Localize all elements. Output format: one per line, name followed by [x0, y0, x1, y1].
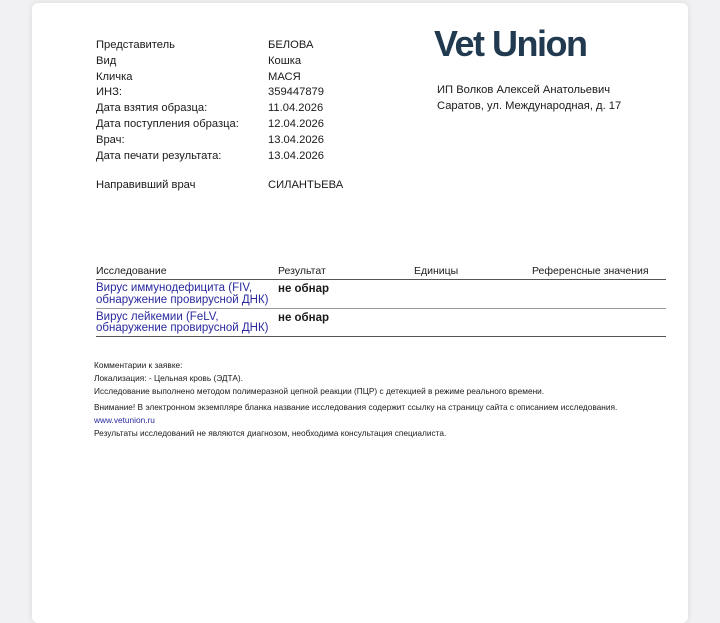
table-row — [96, 280, 666, 309]
header-reference: Референсные значения — [532, 265, 649, 277]
disclaimer-note: Результаты исследований не являются диагнозом, необходима консультация специалиста. — [94, 428, 447, 438]
notes-block — [94, 359, 694, 440]
brand-logo: Vet Union — [434, 23, 587, 64]
info-row-received-date — [96, 117, 343, 133]
company-address: Саратов, ул. Международная, д. 17 — [437, 99, 622, 112]
website-link[interactable]: www.vetunion.ru — [94, 415, 155, 425]
info-value: 13.04.2026 — [268, 133, 324, 146]
info-row-doctor — [96, 133, 343, 149]
company-block — [437, 83, 621, 114]
info-label: Вид — [96, 54, 117, 67]
test-result: не обнар — [278, 283, 330, 295]
attention-note: Внимание! В электронном экземпляре бланка название исследования содержит ссылку на страницу сайта с описанием исследования. — [94, 402, 618, 412]
info-value: 11.04.2026 — [268, 102, 324, 115]
info-value: 12.04.2026 — [268, 117, 324, 130]
info-row-name — [96, 70, 343, 86]
comments-label: Комментарии к заявке: — [94, 360, 183, 370]
info-label: Дата печати результата: — [96, 149, 222, 162]
report-page — [32, 3, 688, 623]
info-value: Кошка — [268, 54, 302, 67]
info-label: Врач: — [96, 133, 125, 146]
info-value: 359447879 — [268, 86, 324, 99]
info-label: Кличка — [96, 70, 133, 83]
results-table — [96, 265, 666, 337]
test-name-link[interactable]: Вирус лейкемии (FeLV, обнаружение провирусной ДНК) — [96, 310, 269, 335]
info-row-inz — [96, 85, 343, 101]
test-name-link[interactable]: Вирус иммунодефицита (FIV, обнаружение провирусной ДНК) — [96, 282, 269, 306]
info-value: БЕЛОВА — [268, 39, 314, 51]
header-test: Исследование — [96, 265, 167, 277]
test-result: не обнар — [278, 311, 330, 324]
info-label: Направивший врач — [96, 179, 196, 192]
localization-note: Локализация: - Цельная кровь (ЭДТА). — [94, 373, 243, 383]
info-label: Представитель — [96, 39, 175, 51]
info-label: Дата взятия образца: — [96, 102, 208, 115]
header-units: Единицы — [414, 265, 459, 277]
info-label: Дата поступления образца: — [96, 117, 239, 130]
table-row — [96, 309, 666, 338]
info-row-print-date — [96, 149, 343, 165]
table-header — [96, 265, 666, 280]
info-value: СИЛАНТЬЕВА — [268, 179, 344, 192]
header-result: Результат — [278, 265, 326, 277]
info-row-sample-date — [96, 101, 343, 117]
company-name: ИП Волков Алексей Анатольевич — [437, 84, 611, 96]
info-value: 13.04.2026 — [268, 149, 324, 162]
info-row-species — [96, 54, 343, 70]
info-row-referrer — [96, 178, 343, 194]
method-note: Исследование выполнено методом полимеразной цепной реакции (ПЦР) с детекцией в режиме реального времени. — [94, 386, 545, 396]
info-value: МАСЯ — [268, 70, 301, 83]
patient-info — [96, 38, 343, 194]
info-row-owner — [96, 38, 343, 54]
info-label: ИНЗ: — [96, 86, 122, 99]
